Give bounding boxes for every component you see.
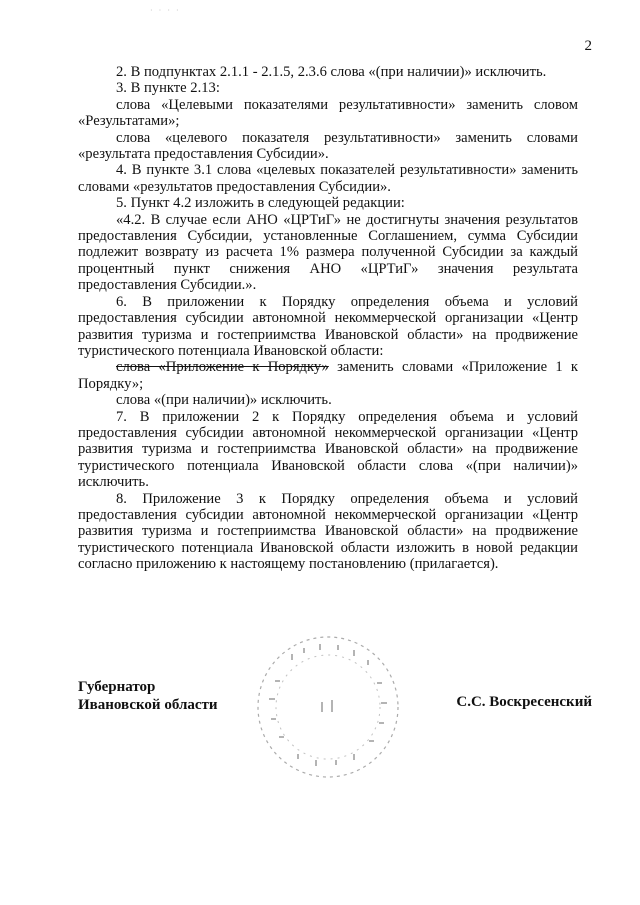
paragraph: 6. В приложении к Порядку определения объема и условий предоставления субсидии автономной некоммерческой организации «Центр развития туризма и гостеприимства Ивановской области» на продвижение туристического потенциала Ивановской области: <box>78 293 578 359</box>
struck-text: слова «Приложение к Порядку» <box>116 359 329 376</box>
paragraph: 5. Пункт 4.2 изложить в следующей редакции: <box>116 195 405 212</box>
paragraph: 3. В пункте 2.13: <box>116 80 220 97</box>
paragraph: слова «Целевыми показателями результативности» заменить словом «Результатами»; <box>78 96 578 130</box>
signatory-name: С.С. Воскресенский <box>456 694 592 710</box>
scan-marks: · · · · <box>150 6 181 15</box>
paragraph: «4.2. В случае если АНО «ЦРТиГ» не достигнуты значения результатов предоставления Субсидии, установленные Соглашением, сумма Субсидии подлежит возврату из расчета 1% размера полученной Субсидии за каждый процентный пункт снижения АНО «ЦРТиГ» значения результата предоставления Субсидии.». <box>78 211 578 294</box>
paragraph: слова «(при наличии)» исключить. <box>116 392 332 409</box>
signatory-title-line: Губернатор <box>78 679 156 695</box>
paragraph: слова «целевого показателя результативности» заменить словами «результата предоставления Субсидии». <box>78 129 578 163</box>
paragraph: 4. В пункте 3.1 слова «целевых показателей результативности» заменить словами «результатов предоставления Субсидии». <box>78 162 578 195</box>
document-body <box>78 64 578 573</box>
official-seal-icon <box>253 632 403 782</box>
paragraph: 2. В подпунктах 2.1.1 - 2.1.5, 2.3.6 слова «(при наличии)» исключить. <box>116 64 547 80</box>
paragraph: 7. В приложении 2 к Порядку определения объема и условий предоставления субсидии автономной некоммерческой организации «Центр развития туризма и гостеприимства Ивановской области» на продвижение туристического потенциала Ивановской области слова «(при наличии)» исключить. <box>78 408 578 491</box>
paragraph-rest: заменить словами «Приложение 1 к Порядку»; <box>78 359 578 392</box>
paragraph <box>78 359 578 392</box>
signatory-title <box>78 678 218 714</box>
paragraph: 8. Приложение 3 к Порядку определения объема и условий предоставления субсидии автономной некоммерческой организации «Центр развития туризма и гостеприимства Ивановской области» на продвижение туристического потенциала Ивановской области изложить в новой редакции согласно приложению к настоящему постановлению (прилагается). <box>78 490 578 573</box>
page-number: 2 <box>584 38 592 54</box>
signatory-title-line: Ивановской области <box>78 697 218 713</box>
